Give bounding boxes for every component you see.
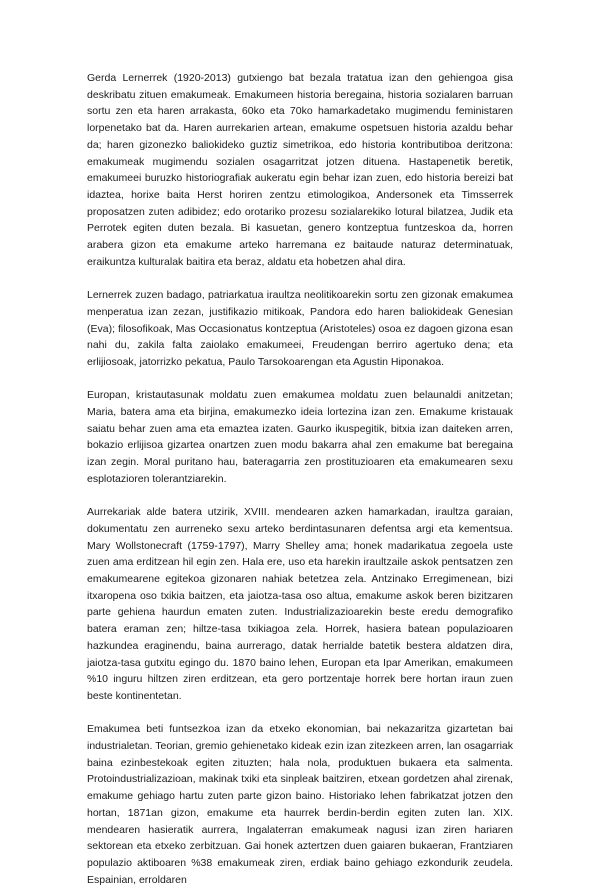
paragraph-2: Lernerrek zuzen badago, patriarkatua iraultza neolitikoarekin sortu zen gizonak emakumea menperatua izan zezan, justifikazio mitikoak, Pandora edo haren baliokideak Genesian (Eva); filosofikoak, Mas Occasionatus kontzeptua (Aristoteles) osoa ez dagoen gizona esan nahi du, zakila falta zaiolako emakumeei, Freudengan berriro agertuko dena; eta erlijiosoak, jatorrizko pekatua, Paulo Tarsokoarengan eta Agustin Hiponakoa. <box>87 289 513 368</box>
paragraph-3: Europan, kristautasunak moldatu zuen emakumea moldatu zuen belaunaldi anitzetan; Maria, batera ama eta birjina, emakumezko ideia lortezina izan zen. Emakume kristauak saiatu behar zuen ama eta emaztea izaten. Gaurko ikuspegitik, bitxia izan daiteken arren, bokazio erlijisoa gizartea onartzen zuen modu bakarra ahal zen emakume bat beregaina izan zegin. Moral puritano hau, bateragarria zen prostituzioaren eta emakumearen sexu esplotazioren tolerantziarekin. <box>87 389 513 485</box>
paragraph-4: Aurrekariak alde batera utzirik, XVIII. mendearen azken hamarkadan, iraultza garaian, dokumentatu zen aurreneko sexu arteko berdintasunaren defentsa argi eta kementsua. Mary Wollstonecraft (1759-1797), Marry Shelley ama; honek madarikatua zegoela uste zuen ama erditzean hil egin zen. Hala ere, uso eta harekin iraultzaile askok pentsatzen zen emakumearene egitekoa gizonaren nahiak betetzea zela. Antzinako Erregimenean, bizi itxaropena oso txikia baitzen, eta jaiotza-tasa oso altua, emakume askok beren bizitzaren parte gehiena haurdun ematen zuten. Industrializazioarekin beste eredu demografiko batera eraman zen; hiltze-tasa txikiagoa zela. Horrek, hasiera batean populazioaren hazkundea eraginendu, baina aurrerago, datak herrialde batetik bestera aldatzen dira, jaiotza-tasa gutxitu egingo du. 1870 baino lehen, Europan eta Ipar Amerikan, emakumeen %10 inguru hiltzen ziren erditzean, eta gero portzentaje horrek bere hortan iraun zuen beste kontinentetan. <box>87 506 513 702</box>
paragraph-5: Emakumea beti funtsezkoa izan da etxeko ekonomian, bai nekazaritza gizartetan bai industrialetan. Teorian, gremio gehienetako kideak ezin izan zitezkeen arren, lan osagarriak baina ezinbestekoak egiten zituzten; hala nola, produktuen bukaera eta salmenta. Protoindustrializazioan, makinak txiki eta sinpleak baitziren, etxean gordetzen ahal zirenak, emakume gehiago hartu zuten parte gizon baino. Historiako lehen fabrikatzat jotzen den hortan, 1871an gizon, emakume eta haurrek berdin-berdin egiten zuten lan. XIX. mendearen hasieratik aurrera, Ingalaterran emakumeak nagusi izan ziren hariaren sektorean eta etxeko zerbitzuan. Gai honek aztertzen duen gaiaren bukaeran, Frantziaren populazio aktiboaren %38 emakumeak ziren, erdiak baino gehiago ezkondurik zeudela. Espainian, erroldaren <box>87 723 513 886</box>
paragraph-1: Gerda Lernerrek (1920-2013) gutxiengo bat bezala tratatua izan den gehiengoa gisa deskribatu zituen emakumeak. Emakumeen historia beregaina, historia sozialaren barruan sortu zen eta haren arrakasta, 60ko eta 70ko hamarkadetako mugimendu feministaren lorpenetako bat da. Haren aurrekarien artean, emakume ospetsuen historia azaldu behar da; haren gizonezko baliokideko guztiz simetrikoa, edo historia kontributiboa deritzona: emakumeak mugimendu sozialen osagarritzat jotzen dituena. Hastapenetik beretik, emakumeei buruzko historiografiak aukeratu egin behar izan zuen, edo historia bereizi bat idaztea, horixe baita Herst horiren zentzu etimologikoa, Andersonek eta Timsserrek proposatzen zuten adibidez; edo orotariko prozesu sozialarekiko lotural bilatzea, Judik eta Perrotek egiten duten bezala. Bi kasuetan, genero kontzeptua funtzeskoa da, horren arabera gizon eta emakume arteko harremana ez baitaude naturaz determinatuak, eraikuntza kulturalak baitira eta beraz, aldatu eta hobetzen ahal dira. <box>87 72 513 268</box>
